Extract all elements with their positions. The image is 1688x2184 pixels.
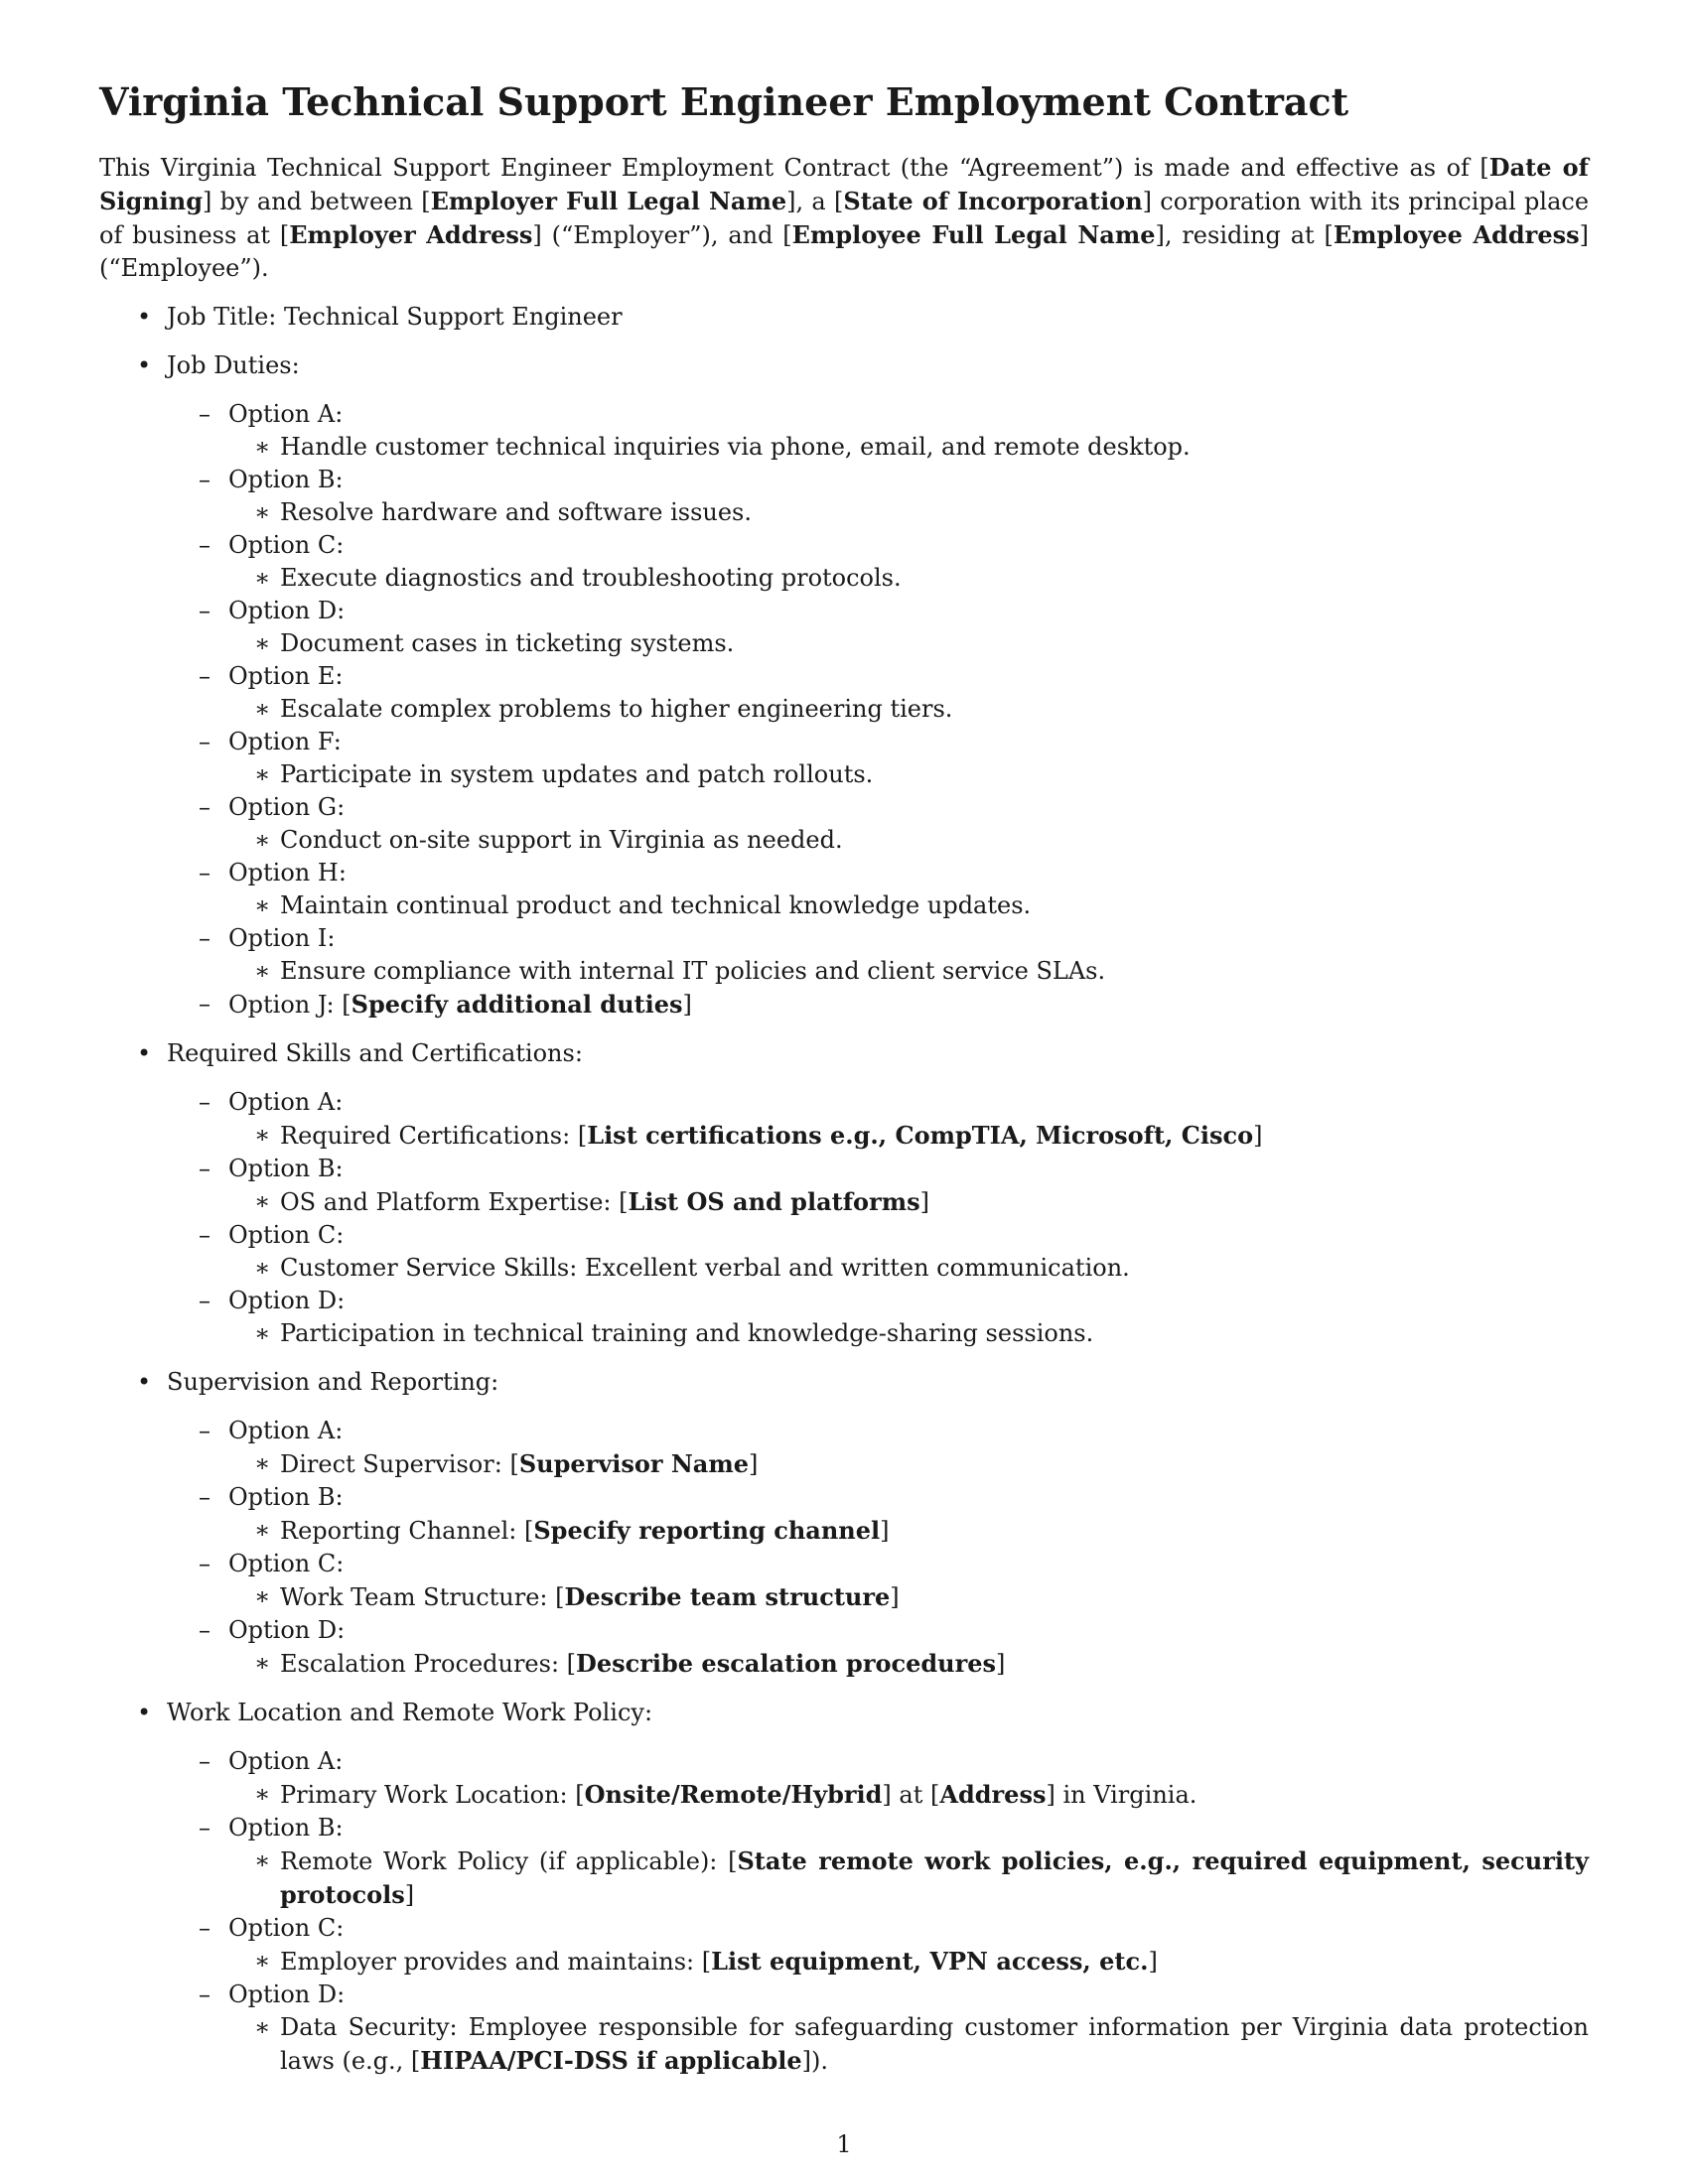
option-detail: ∗ Remote Work Policy (if applicable): [State remote work policies, e.g., required equipment, security protocols] bbox=[228, 1844, 1589, 1912]
option-detail: ∗ Customer Service Skills: Excellent verbal and written communication. bbox=[228, 1252, 1589, 1285]
intro-text: This Virginia Technical Support Engineer Employment Contract (the “Agreement”) is made and effective as of [ bbox=[99, 153, 1489, 182]
placeholder-escalation: Describe escalation procedures bbox=[576, 1648, 997, 1678]
option-detail: ∗ Direct Supervisor: [Supervisor Name] bbox=[228, 1447, 1589, 1481]
document-page bbox=[99, 79, 1589, 2078]
placeholder-compliance: HIPAA/PCI-DSS if applicable bbox=[420, 2045, 802, 2075]
option-detail: ∗ Conduct on-site support in Virginia as needed. bbox=[228, 824, 1589, 857]
detail-text: ] at [ bbox=[882, 1780, 940, 1809]
option-detail: ∗ Work Team Structure: [Describe team structure] bbox=[228, 1580, 1589, 1614]
detail-text: Escalation Procedures: bbox=[280, 1649, 567, 1678]
option-list bbox=[167, 1415, 1589, 1681]
detail-text: Employer provides and maintains: bbox=[280, 1947, 702, 1976]
option-item bbox=[167, 1745, 1589, 1812]
placeholder-reporting-channel: Specify reporting channel bbox=[533, 1515, 881, 1545]
option-item bbox=[167, 1285, 1589, 1350]
option-label: Option A: bbox=[228, 1746, 344, 1775]
option-detail: ∗ Primary Work Location: [Onsite/Remote/Hybrid] at [Address] in Virginia. bbox=[228, 1778, 1589, 1812]
detail-text: Required Certifications: bbox=[280, 1121, 578, 1150]
placeholder-supervisor: Supervisor Name bbox=[518, 1448, 750, 1478]
section-job-title: • Job Title: Technical Support Engineer bbox=[99, 301, 1589, 334]
placeholder-work-mode: Onsite/Remote/Hybrid bbox=[584, 1779, 883, 1809]
option-detail: ∗ Employer provides and maintains: [List equipment, VPN access, etc.] bbox=[228, 1945, 1589, 1979]
contract-sections bbox=[99, 301, 1589, 2078]
option-detail: ∗ Required Certifications: [List certifications e.g., CompTIA, Microsoft, Cisco] bbox=[228, 1119, 1589, 1153]
option-detail: ∗ Execute diagnostics and troubleshooting protocols. bbox=[228, 562, 1589, 595]
section-job-duties bbox=[99, 349, 1589, 1022]
option-label: Option B: bbox=[228, 1813, 344, 1842]
intro-text: ] (“Employee”). bbox=[99, 220, 1589, 282]
placeholder-state: State of Incorporation bbox=[843, 186, 1143, 215]
section-heading: Required Skills and Certifications: bbox=[167, 1038, 583, 1067]
option-label: Option A: bbox=[228, 399, 344, 428]
option-item bbox=[167, 791, 1589, 857]
placeholder-os-platforms: List OS and platforms bbox=[628, 1186, 920, 1216]
option-detail: ∗ Reporting Channel: [Specify reporting channel] bbox=[228, 1514, 1589, 1548]
detail-text: Work Team Structure: bbox=[280, 1582, 556, 1611]
option-item bbox=[167, 1614, 1589, 1681]
option-item bbox=[167, 529, 1589, 595]
option-detail: ∗ Maintain continual product and technical knowledge updates. bbox=[228, 889, 1589, 922]
detail-text: Data Security: Employee responsible for safeguarding customer information per Virginia data protection laws (e.g., bbox=[280, 2012, 1589, 2075]
option-list bbox=[167, 398, 1589, 1022]
option-label: Option D: bbox=[228, 1979, 346, 2008]
intro-text: ] by and between [ bbox=[203, 187, 431, 215]
detail-text: ] in Virginia. bbox=[1046, 1780, 1197, 1809]
detail-text: Direct Supervisor: bbox=[280, 1449, 510, 1478]
option-label: Option D: bbox=[228, 1286, 346, 1314]
option-item bbox=[167, 464, 1589, 529]
placeholder-additional-duties: Specify additional duties bbox=[351, 989, 683, 1019]
option-item bbox=[167, 1481, 1589, 1548]
placeholder-certifications: List certifications e.g., CompTIA, Microsoft, Cisco bbox=[587, 1120, 1254, 1150]
section-heading: Supervision and Reporting: bbox=[167, 1367, 499, 1396]
option-item bbox=[167, 660, 1589, 726]
option-item: – Option J: [Specify additional duties] bbox=[167, 988, 1589, 1022]
option-detail: ∗ Data Security: Employee responsible for safeguarding customer information per Virginia data protection laws (e.g., [HIPAA/PCI-DSS if applicable]). bbox=[228, 2011, 1589, 2078]
option-label: Option A: bbox=[228, 1087, 344, 1116]
option-item bbox=[167, 1979, 1589, 2078]
option-label: Option B: bbox=[228, 1154, 344, 1182]
option-detail: ∗ OS and Platform Expertise: [List OS and platforms] bbox=[228, 1185, 1589, 1219]
option-item bbox=[167, 922, 1589, 988]
section-supervision bbox=[99, 1366, 1589, 1681]
option-label: Option D: bbox=[228, 596, 346, 624]
detail-text: OS and Platform Expertise: bbox=[280, 1187, 620, 1216]
option-item bbox=[167, 1812, 1589, 1912]
section-work-location bbox=[99, 1697, 1589, 2078]
option-label: Option H: bbox=[228, 858, 347, 887]
intro-text: ], a [ bbox=[786, 187, 844, 215]
placeholder-employer-name: Employer Full Legal Name bbox=[430, 186, 787, 215]
option-item bbox=[167, 857, 1589, 922]
option-item bbox=[167, 595, 1589, 660]
detail-text: Remote Work Policy (if applicable): bbox=[280, 1846, 729, 1875]
option-label: Option G: bbox=[228, 792, 346, 821]
detail-text: ]). bbox=[801, 2046, 828, 2075]
option-label: Option I: bbox=[228, 923, 336, 952]
detail-text: Reporting Channel: bbox=[280, 1516, 524, 1545]
placeholder-employee-address: Employee Address bbox=[1333, 219, 1580, 249]
option-label: Option C: bbox=[228, 530, 345, 559]
intro-paragraph bbox=[99, 151, 1589, 285]
option-label: Option E: bbox=[228, 661, 344, 690]
option-item bbox=[167, 1153, 1589, 1219]
option-detail: ∗ Escalation Procedures: [Describe escalation procedures] bbox=[228, 1647, 1589, 1681]
document-title: Virginia Technical Support Engineer Employment Contract bbox=[99, 79, 1349, 124]
option-detail: ∗ Resolve hardware and software issues. bbox=[228, 496, 1589, 529]
placeholder-remote-policy: State remote work policies, e.g., required equipment, security protocols bbox=[280, 1845, 1589, 1909]
option-label: Option C: bbox=[228, 1220, 345, 1249]
option-detail: ∗ Escalate complex problems to higher engineering tiers. bbox=[228, 693, 1589, 726]
option-detail: ∗ Participation in technical training and knowledge-sharing sessions. bbox=[228, 1317, 1589, 1350]
placeholder-date: Date of Signing bbox=[99, 152, 1589, 215]
option-label: Option F: bbox=[228, 727, 342, 755]
option-label: Option C: bbox=[228, 1549, 345, 1577]
placeholder-team-structure: Describe team structure bbox=[564, 1581, 891, 1611]
option-item bbox=[167, 1219, 1589, 1285]
option-detail: ∗ Handle customer technical inquiries via phone, email, and remote desktop. bbox=[228, 431, 1589, 464]
option-item bbox=[167, 398, 1589, 464]
intro-text: ] corporation with its principal place of business at [ bbox=[99, 187, 1590, 249]
option-label: Option C: bbox=[228, 1913, 345, 1942]
option-item bbox=[167, 1912, 1589, 1979]
section-heading: Job Duties: bbox=[167, 350, 300, 379]
option-detail: ∗ Ensure compliance with internal IT policies and client service SLAs. bbox=[228, 955, 1589, 988]
option-label: Option D: bbox=[228, 1615, 346, 1644]
option-item bbox=[167, 726, 1589, 791]
option-item bbox=[167, 1415, 1589, 1481]
option-label: Option B: bbox=[228, 1482, 344, 1511]
page-number: 1 bbox=[836, 2130, 852, 2158]
placeholder-employer-address: Employer Address bbox=[289, 219, 533, 249]
option-list bbox=[167, 1086, 1589, 1350]
option-item bbox=[167, 1548, 1589, 1614]
option-list bbox=[167, 1745, 1589, 2078]
section-heading: Work Location and Remote Work Policy: bbox=[167, 1698, 653, 1726]
placeholder-equipment: List equipment, VPN access, etc. bbox=[711, 1946, 1149, 1976]
section-skills bbox=[99, 1037, 1589, 1350]
placeholder-address: Address bbox=[939, 1779, 1047, 1809]
option-item bbox=[167, 1086, 1589, 1153]
option-label: Option B: bbox=[228, 465, 344, 493]
option-label: Option A: bbox=[228, 1416, 344, 1444]
option-label: Option J: bbox=[228, 990, 343, 1019]
detail-text: Primary Work Location: bbox=[280, 1780, 576, 1809]
intro-text: ] (“Employer”), and [ bbox=[532, 220, 792, 249]
placeholder-employee-name: Employee Full Legal Name bbox=[791, 219, 1156, 249]
option-detail: ∗ Participate in system updates and patch rollouts. bbox=[228, 758, 1589, 791]
intro-text: ], residing at [ bbox=[1155, 220, 1334, 249]
option-detail: ∗ Document cases in ticketing systems. bbox=[228, 627, 1589, 660]
